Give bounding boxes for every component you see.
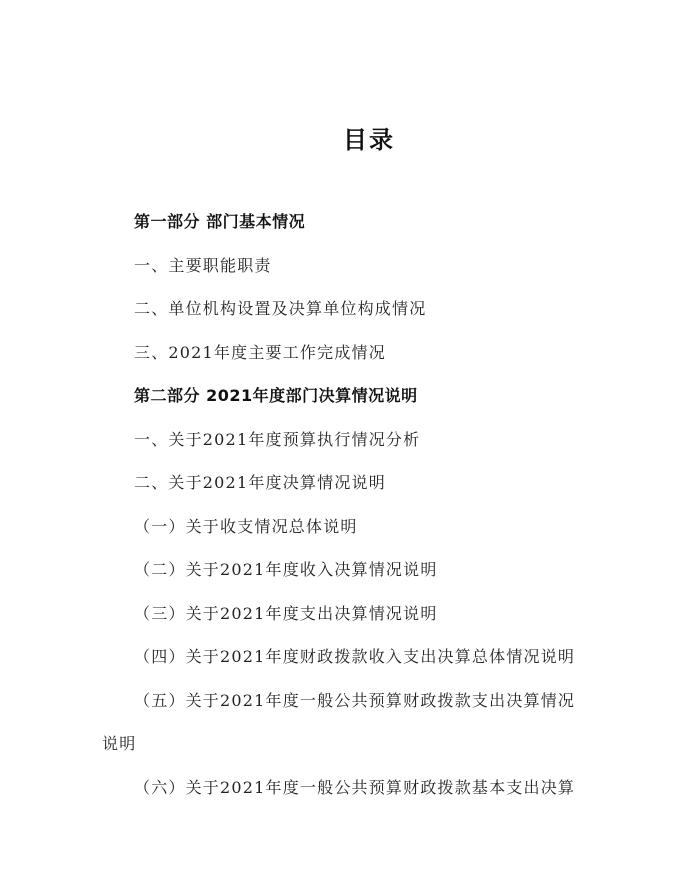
toc-item-org-structure[interactable]: 二、单位机构设置及决算单位构成情况	[134, 299, 427, 318]
toc-subitem-1[interactable]: （一）关于收支情况总体说明	[134, 516, 358, 536]
toc-item-work-completion[interactable]: 三、2021年度主要工作完成情况	[134, 342, 386, 362]
toc-item-budget-execution[interactable]: 一、关于2021年度预算执行情况分析	[134, 429, 421, 449]
toc-part-2[interactable]: 第二部分 2021年度部门决算情况说明	[134, 386, 418, 405]
toc-subitem-3[interactable]: （三）关于2021年度支出决算情况说明	[134, 603, 438, 623]
toc-item-final-accounts[interactable]: 二、关于2021年度决算情况说明	[134, 473, 386, 492]
toc-subitem-4[interactable]: （四）关于2021年度财政拨款收入支出决算总体情况说明	[134, 647, 576, 666]
toc-subitem-2[interactable]: （二）关于2021年度收入决算情况说明	[134, 560, 438, 579]
toc-part-1[interactable]: 第一部分 部门基本情况	[134, 212, 306, 231]
toc-subitem-6[interactable]: （六）关于2021年度一般公共预算财政拨款基本支出决算	[134, 777, 576, 797]
table-of-contents	[102, 200, 580, 809]
page-title: 目录	[343, 126, 395, 154]
toc-subitem-5[interactable]: （五）关于2021年度一般公共预算财政拨款支出决算情况说明	[102, 690, 576, 753]
toc-item-main-duties[interactable]: 一、主要职能职责	[134, 255, 272, 275]
